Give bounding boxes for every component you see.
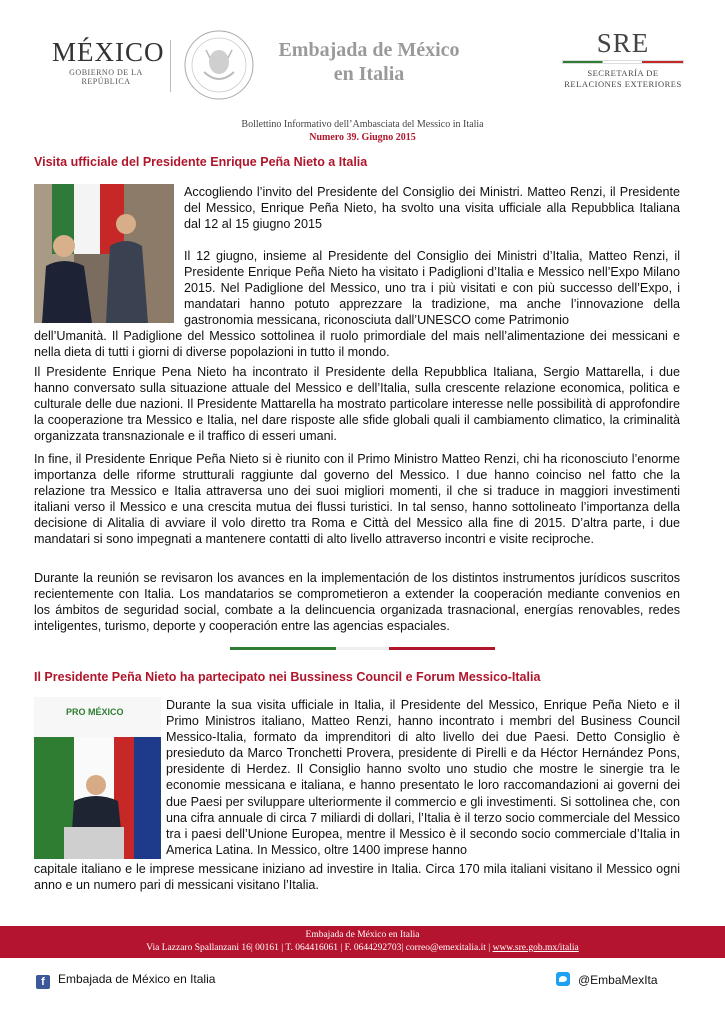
article2-photo-sign: PRO MÉXICO	[66, 707, 124, 717]
embassy-heading-line2: en Italia	[333, 63, 405, 85]
coat-of-arms-seal-icon	[182, 28, 256, 102]
sre-logo-line1: SECRETARÍA DE	[587, 68, 659, 78]
facebook-label: Embajada de México en Italia	[58, 972, 216, 986]
article1-photo	[34, 184, 174, 323]
embassy-heading-line1: Embajada de México	[278, 39, 460, 61]
footer-website-link[interactable]: www.sre.gob.mx/italia	[492, 943, 579, 953]
tricolor-divider	[230, 647, 495, 650]
sre-logo	[558, 28, 688, 90]
article1-title: Visita ufficiale del Presidente Enrique Peña Nieto a Italia	[34, 155, 368, 169]
article2-paragraph-continued: capitale italiano e le imprese messicane iniziano ad investire in Italia. Circa 170 mila italiani visitano il Messico ogni anno e un numero pari di messicani visitano l’Italia.	[34, 862, 680, 893]
bulletin-title: Bollettino Informativo dell’Ambasciata del Messico in Italia	[241, 119, 484, 130]
footer-address: Via Lazzaro Spallanzani 16| 00161 | T. 064416061 | F. 0644292703| correo@emexitalia.it |	[146, 943, 493, 953]
bulletin-header	[0, 118, 725, 144]
sre-logo-title: SRE	[596, 28, 650, 58]
article1-paragraph3: Il Presidente Enrique Pena Nieto ha incontrato il Presidente della Repubblica Italiana, Sergio Mattarella, i due hanno conversato sulla situazione attuale del Messico e dell’Italia, sulla crescente relazione economica, politica e culturale delle due nazioni. Il Presidente Mattarella ha mostrato particolare interesse nelle possibilità di approfondire la cooperazione tra Messico e Italia, nel dare risposte alle sfide globali quali il cambiamento climatico, la criminalità organizzata transnazionale e il traffico di esseri umani.	[34, 365, 680, 444]
mexico-logo-subtitle: GOBIERNO DE LA REPÚBLICA	[69, 68, 143, 86]
sre-tricolor-line	[562, 60, 684, 64]
article2-photo	[34, 697, 161, 859]
article2-paragraph-wrapped: Durante la sua visita ufficiale in Italia, il Presidente del Messico, Enrique Peña Nieto e il Primo Ministros italiano, Matteo Renzi, hanno incontrato i membri del Business Council Messico-Italia, formato da imprenditori di alto livello dei due Paesi. Detto Consiglio è presieduto da Marco Tronchetti Provera, presidente di Pirelli e da Héctor Hernández Pons, presidente di Herdez. Il Consiglio hanno svolto uno studio che mostre le sinergie tra le economie messicana e italiana, e hanno presentato le loro raccomandazioni ai governi dei due Paesi per sviluppare ulteriormente il commercio e gli investimenti. Si sottolinea che, con una cifra annuale di circa 7 miliardi di dollari, l’Italia è il terzo socio commerciale del Messico tra i paesi dell’Unione Europea, mentre il Messico è il secondo socio commerciale d’Italia in America Latina. In Messico, oltre 1400 imprese hanno	[166, 698, 680, 857]
footer-embassy-name: Embajada de México en Italia	[305, 930, 420, 940]
mexico-logo-title: MÉXICO	[52, 37, 165, 67]
mexico-logo	[52, 37, 165, 86]
article1-paragraph4: In fine, il Presidente Enrique Peña Nieto si è riunito con il Primo Ministro Matteo Renzi, chi ha riconosciuto l’enorme importanza delle riforme strutturali raggiunte dal governo del Messico. I due hanno coinciso nel fatto che la relazione tra Messico e Italia attraversa uno dei suoi migliori momenti, il che si traduce in maggiori investimenti italiani verso il Messico e una crescita mutua dei flussi turistici. In tal senso, hanno sottolineato l’importanza della decisione di Alitalia di avviare il volo diretto tra Roma e Città del Messico alla fine di 2015. D’altra parte, i due mandatari si sono impegnati a mantenere contatti di alto livello attraverso incontri e visite reciproche.	[34, 452, 680, 547]
embassy-heading	[264, 38, 474, 86]
twitter-link[interactable]	[556, 972, 658, 987]
twitter-handle: @EmbaMexIta	[578, 973, 658, 987]
article1-paragraph2-wrapped: Il 12 giugno, insieme al Presidente del Consiglio dei Ministri d’Italia, Matteo Renzi, il Presidente Enrique Peña Nieto ha visitato i Padiglioni d’Italia e Messico nell’Expo Milano 2015. Nel Padiglione del Messico, uno tra i più visitati e con più successo dell’Expo, i mandatari hanno potuto apprezzare la tradizione, ma anche l’innovazione della gastronomia messicana, riconosciuta dall’UNESCO come Patrimonio	[184, 249, 680, 328]
facebook-link[interactable]	[36, 972, 215, 989]
article2-title: Il Presidente Peña Nieto ha partecipato nei Bussiness Council e Forum Messico-Italia	[34, 670, 541, 684]
facebook-icon: f	[36, 975, 50, 989]
article1-paragraph2-continued: dell’Umanità. Il Padiglione del Messico sottolinea il ruolo primordiale del mais nell’alimentazione dei messicani e nella dieta di tutti i giorni di diverse popolazioni in tutto il mondo.	[34, 329, 680, 360]
bulletin-number: Numero 39. Giugno 2015	[309, 132, 416, 143]
footer-contact-line	[0, 942, 725, 955]
article1-intro: Accogliendo l’invito del Presidente del Consiglio dei Ministri. Matteo Renzi, il Presidente del Messico, Enrique Peña Nieto, ha svolto una visita ufficiale alla Repubblica Italiana dal 12 al 15 giugno 2015	[184, 185, 680, 232]
twitter-icon	[556, 972, 570, 986]
footer-band	[0, 926, 725, 958]
header-separator	[170, 40, 171, 92]
article2-photo-scene	[34, 697, 161, 859]
sre-logo-line2: RELACIONES EXTERIORES	[564, 79, 682, 89]
article1-paragraph5: Durante la reunión se revisaron los avances en la implementación de los distintos instrumentos jurídicos suscritos recientemente con Italia. Los mandatarios se comprometieron a extender la cooperación mediante convenios en los ámbitos de seguridad social, combate a la delincuencia organizada trasnacional, energías renovables, redes inteligentes, turismo, deporte y cooperación entre las agencias espaciales.	[34, 571, 680, 634]
